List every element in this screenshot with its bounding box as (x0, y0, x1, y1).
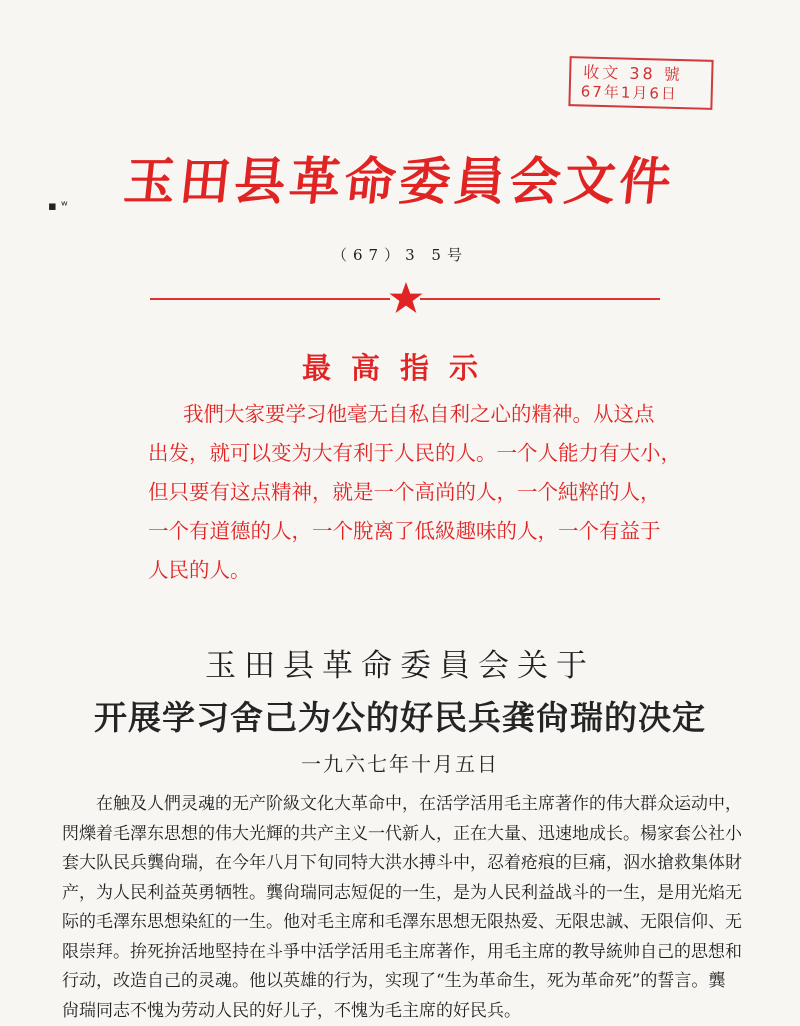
document-date: 一九六七年十月五日 (0, 748, 800, 777)
document-number: （67）3 5号 (0, 244, 800, 265)
directive-line: 人民的人。 (148, 551, 693, 590)
margin-mark: ▪ ʷ (48, 199, 68, 214)
body-line: 閃爍着毛澤东思想的伟大光輝的共产主义一代新人，正在大量、迅速地成长。楊家套公社小 (62, 820, 752, 850)
body-line: 在触及人們灵魂的无产阶級文化大革命中，在活学活用毛主席著作的伟大群众运动中， (62, 790, 752, 820)
directive-line: 但只要有这点精神，就是一个高尚的人，一个純粹的人， (148, 473, 693, 512)
directive-line: 一个有道德的人，一个脫离了低級趣味的人，一个有益于 (148, 512, 693, 551)
directive-line: 我們大家要学习他毫无自私自利之心的精神。从这点 (148, 395, 693, 434)
body-line: 产，为人民利益英勇牺牲。龔尙瑞同志短促的一生，是为人民利益战斗的一生，是用光焰无 (62, 879, 752, 909)
body-line: 限崇拜。拚死拚活地堅持在斗爭中活学活用毛主席著作，用毛主席的教导統帅自己的思想和 (62, 938, 752, 968)
stamp-line-1: 收文 38 號 (583, 59, 683, 85)
document-title-line-2: 开展学习舍己为公的好民兵龚尙瑞的决定 (0, 692, 800, 739)
directive-quote (148, 395, 693, 590)
directive-title: 最高指示 (0, 346, 800, 387)
directive-line: 出发，就可以变为大有利于人民的人。一个人能力有大小， (148, 434, 693, 473)
document-body (62, 790, 752, 1026)
red-star-icon (388, 280, 424, 316)
body-line: 套大队民兵龔尙瑞，在今年八月下旬同特大洪水搏斗中，忍着疮痕的巨痛，泅水搶救集体財 (62, 849, 752, 879)
divider-right (420, 298, 660, 300)
body-line: 际的毛澤东思想染紅的一生。他对毛主席和毛澤东思想无限热爱、无限忠誠、无限信仰、无 (62, 908, 752, 938)
body-line: 行动，改造自己的灵魂。他以英雄的行为，实现了“生为革命生，死为革命死”的誓言。龔 (62, 967, 752, 997)
divider-left (150, 298, 390, 300)
document-title-line-1: 玉田县革命委員会关于 (0, 640, 800, 685)
document-masthead: 玉田县革命委員会文件 (0, 140, 800, 214)
receipt-stamp (568, 56, 713, 110)
body-line: 尙瑞同志不愧为劳动人民的好儿子，不愧为毛主席的好民兵。 (62, 997, 752, 1026)
stamp-line-2: 67年1月6日 (580, 80, 678, 104)
